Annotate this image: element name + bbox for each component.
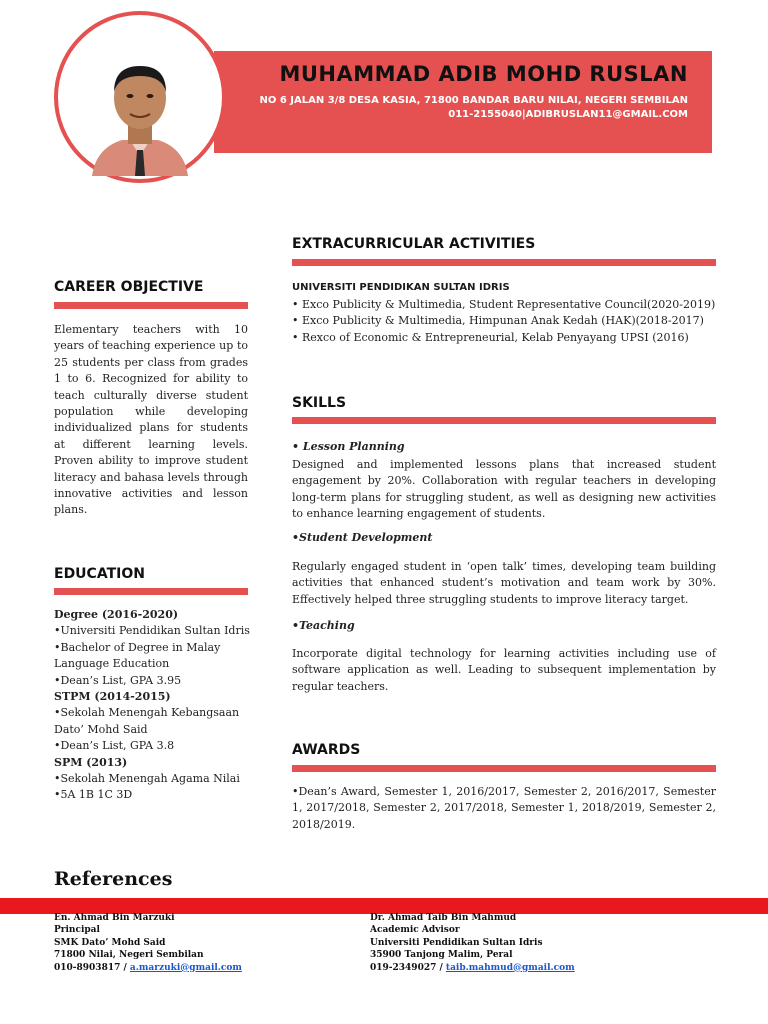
awards-text: •Dean’s Award, Semester 1, 2016/2017, Semester 2, 2016/2017, Semester 1, 2017/2018, Semester 2, 2017/2018, Semester 1, 2018/2019, Semester 2, 2018/2019.	[292, 785, 716, 831]
career-objective-title: CAREER OBJECTIVE	[54, 279, 204, 295]
education-line: •Sekolah Menengah Kebangsaan Dato’ Mohd Said	[54, 706, 240, 736]
skill-title-lesson-planning: • Lesson Planning	[292, 440, 405, 453]
skill-text-lesson-planning: Designed and implemented lessons plans that increased student engagement by 20%. Collaboration with regular teachers in developing long-term plans for struggling student, as well as designing new activities to enhance learning engagement of students.	[292, 458, 716, 521]
education-title: EDUCATION	[54, 566, 145, 582]
extracurricular-divider	[292, 259, 716, 266]
skill-title-teaching: •Teaching	[292, 619, 355, 632]
education-line: •5A 1B 1C 3D	[54, 788, 133, 802]
skills-title: SKILLS	[292, 395, 347, 411]
skill-text-teaching: Incorporate digital technology for learning activities including use of software application as well. Leading to subsequent implementation by regular teachers.	[292, 647, 716, 693]
reference-1-name: En. Ahmad Bin Marzuki	[54, 913, 175, 923]
reference-2-org: Universiti Pendidikan Sultan Idris	[370, 937, 543, 948]
list-item: • Rexco of Economic & Entrepreneurial, Kelab Penyayang UPSI (2016)	[292, 330, 689, 344]
reference-1	[54, 912, 242, 974]
reference-1-org: SMK Dato’ Mohd Said	[54, 937, 166, 948]
extracurricular-title: EXTRACURRICULAR ACTIVITIES	[292, 236, 536, 252]
education-line: •Bachelor of Degree in Malay Language Education	[54, 640, 221, 671]
extracurricular-list	[292, 297, 722, 346]
reference-2-address: 35900 Tanjong Malim, Peral	[370, 950, 513, 961]
education-list	[54, 607, 250, 804]
education-line: •Universiti Pendidikan Sultan Idris	[54, 624, 250, 638]
reference-2	[370, 912, 575, 974]
reference-2-name: Dr. Ahmad Taib Bin Mahmud	[370, 913, 517, 923]
address-line: NO 6 JALAN 3/8 DESA KASIA, 71800 BANDAR BARU NILAI, NEGERI SEMBILAN	[259, 95, 688, 106]
reference-2-phone: 019-2349027 /	[370, 962, 446, 973]
education-line: STPM (2014-2015)	[54, 690, 171, 704]
reference-1-address: 71800 Nilai, Negeri Sembilan	[54, 950, 204, 961]
reference-2-role: Academic Advisor	[370, 925, 460, 936]
awards-title: AWARDS	[292, 742, 361, 758]
career-objective-text: Elementary teachers with 10 years of teaching experience up to 25 students per class from grades 1 to 6. Recognized for ability to teach culturally diverse student population while developing individualized plans for students at different learning levels. Proven ability to improve student literacy and bahasa levels through innovative activities and lesson plans.	[54, 323, 248, 517]
extracurricular-university: UNIVERSITI PENDIDIKAN SULTAN IDRIS	[292, 282, 510, 293]
education-line: Degree (2016-2020)	[54, 608, 179, 621]
education-divider	[54, 588, 248, 595]
education-line: SPM (2013)	[54, 755, 128, 769]
reference-2-email-link[interactable]: taib.mahmud@gmail.com	[445, 962, 575, 973]
reference-1-role: Principal	[54, 925, 100, 936]
education-line: •Dean’s List, GPA 3.95	[54, 673, 182, 687]
skills-divider	[292, 417, 716, 424]
profile-photo	[88, 52, 192, 176]
reference-1-phone: 010-8903817 /	[54, 962, 130, 973]
references-title: References	[54, 868, 173, 890]
career-objective-divider	[54, 302, 248, 309]
reference-1-email-link[interactable]: a.marzuki@gmail.com	[129, 962, 242, 973]
skill-title-student-development: •Student Development	[292, 531, 433, 544]
education-line: •Sekolah Menengah Agama Nilai	[54, 772, 240, 786]
contact-line: 011-2155040|ADIBRUSLAN11@GMAIL.COM	[448, 109, 688, 120]
list-item: • Exco Publicity & Multimedia, Student Representative Council(2020-2019)	[292, 298, 716, 311]
list-item: • Exco Publicity & Multimedia, Himpunan Anak Kedah (HAK)(2018-2017)	[292, 314, 704, 328]
awards-divider	[292, 765, 716, 772]
education-line: •Dean’s List, GPA 3.8	[54, 739, 175, 753]
candidate-name: MUHAMMAD ADIB MOHD RUSLAN	[279, 62, 688, 86]
skill-text-student-development: Regularly engaged student in ‘open talk’ times, developing team building activities that enhanced student’s motivation and team work by 30%. Effectively helped three struggling students to improve literacy target.	[292, 560, 716, 606]
